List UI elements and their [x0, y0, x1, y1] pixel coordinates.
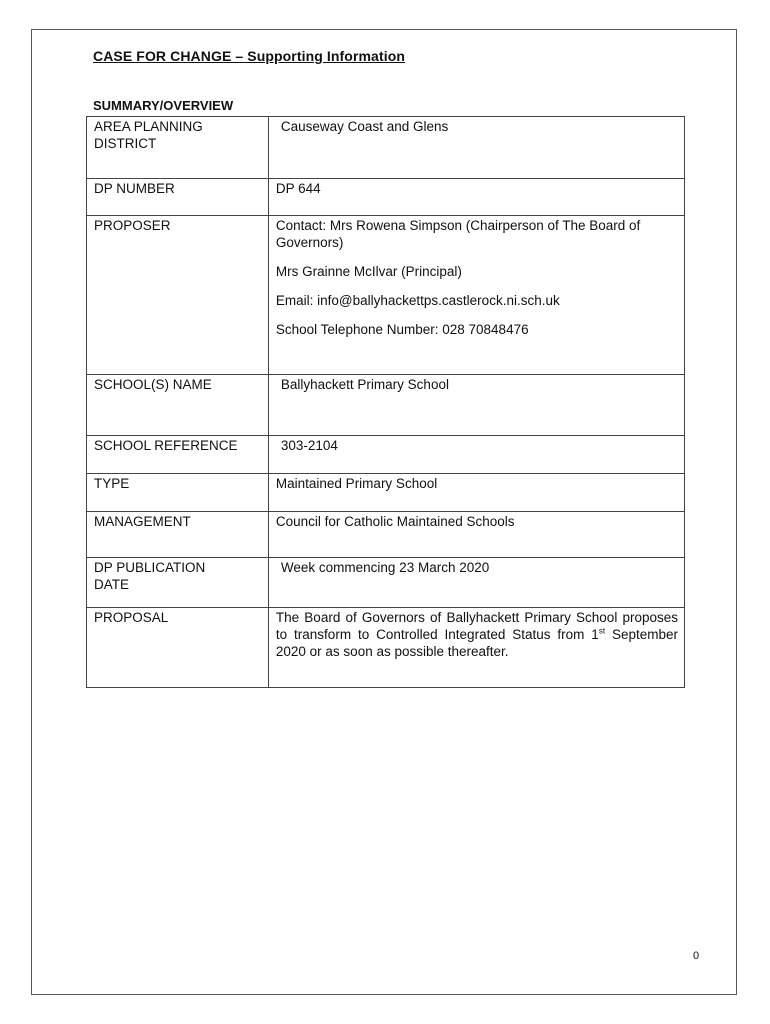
- table-row-proposal: [87, 608, 685, 688]
- proposer-telephone: School Telephone Number: 028 70848476: [275, 322, 529, 337]
- table-row-area-planning-district: [87, 117, 685, 179]
- row-value: [268, 558, 684, 608]
- proposal-text-part1: The Board of Governors of Ballyhackett Primary School proposes to transform to Controlled Integrated Status from 1: [275, 610, 678, 642]
- management-value: Council for Catholic Maintained Schools: [268, 512, 684, 558]
- row-label: PROPOSER: [87, 216, 269, 375]
- row-label: MANAGEMENT: [87, 512, 269, 558]
- dp-publication-date-value: Week commencing 23 March 2020: [280, 560, 490, 575]
- table-row-school-reference: [87, 436, 685, 474]
- row-label: DP NUMBER: [87, 179, 269, 216]
- school-name-value: Ballyhackett Primary School: [280, 377, 449, 392]
- table-row-dp-publication-date: [87, 558, 685, 608]
- table-row-dp-number: [87, 179, 685, 216]
- section-heading: SUMMARY/OVERVIEW: [93, 98, 234, 113]
- table-row-type: [87, 474, 685, 512]
- dp-publication-date-label: DP PUBLICATION DATE: [94, 560, 206, 592]
- proposal-value: [268, 608, 684, 688]
- proposer-contact: Contact: Mrs Rowena Simpson (Chairperson of The Board of Governors): [275, 218, 641, 250]
- row-value: [268, 375, 684, 436]
- row-label: AREA PLANNING DISTRICT: [87, 117, 269, 179]
- row-label: SCHOOL REFERENCE: [87, 436, 269, 474]
- area-planning-district-value: Causeway Coast and Glens: [280, 119, 449, 134]
- page-number: 0: [693, 950, 700, 962]
- proposer-email: Email: info@ballyhackettps.castlerock.ni.sch.uk: [275, 293, 560, 308]
- proposer-value: [268, 216, 684, 375]
- proposal-text-part2: September 2020 or as soon as possible thereafter.: [275, 627, 678, 659]
- summary-table: [86, 116, 685, 688]
- dp-number-value: DP 644: [268, 179, 684, 216]
- table-row-management: [87, 512, 685, 558]
- table-row-proposer: [87, 216, 685, 375]
- proposer-principal: Mrs Grainne McIlvar (Principal): [275, 264, 462, 279]
- row-label: [87, 558, 269, 608]
- row-label: PROPOSAL: [87, 608, 269, 688]
- proposal-ordinal-suffix: st: [598, 626, 606, 636]
- type-value: Maintained Primary School: [268, 474, 684, 512]
- row-value: [268, 117, 684, 179]
- school-reference-value: 303-2104: [280, 438, 338, 453]
- table-row-school-name: [87, 375, 685, 436]
- row-label: SCHOOL(S) NAME: [87, 375, 269, 436]
- document-title: CASE FOR CHANGE – Supporting Information: [93, 48, 405, 64]
- row-label: TYPE: [87, 474, 269, 512]
- row-value: [268, 436, 684, 474]
